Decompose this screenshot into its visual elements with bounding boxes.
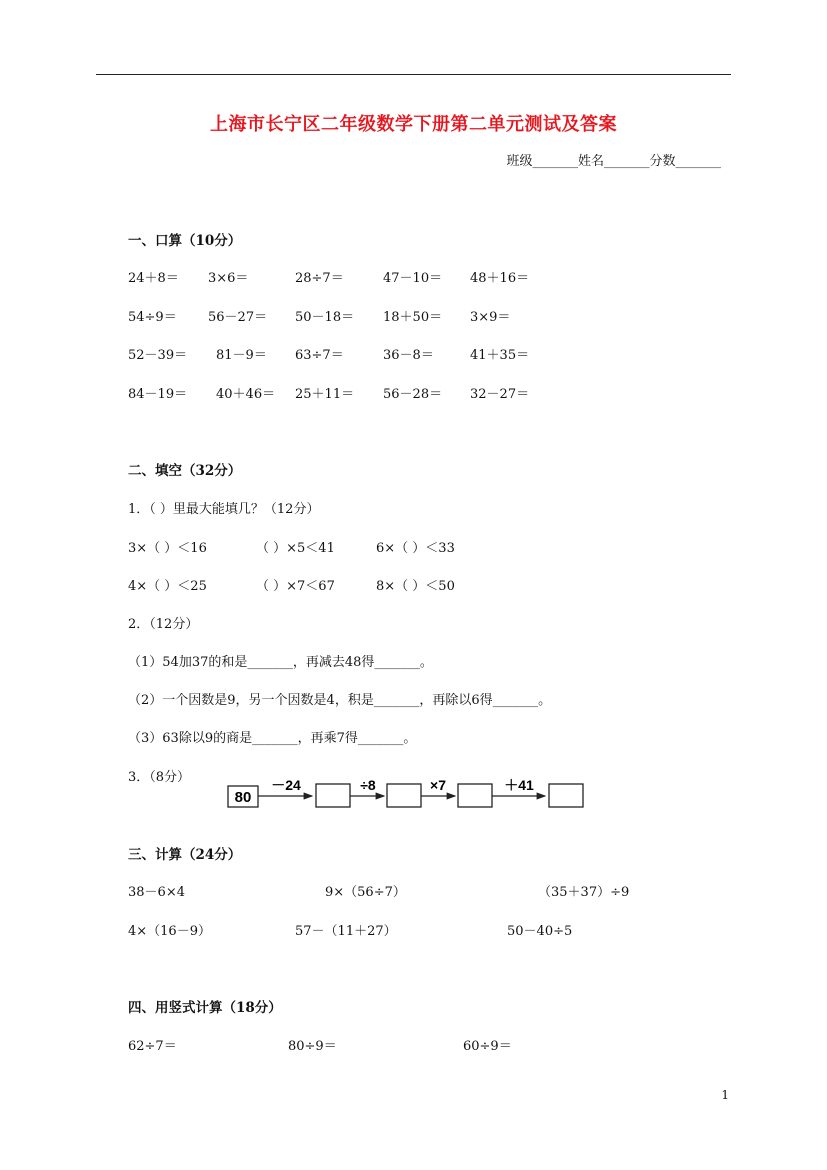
oral-item: 32－27＝ <box>470 387 530 402</box>
calculation-flow-diagram <box>226 770 586 812</box>
calc-item: 57－（11＋27） <box>295 924 397 939</box>
oral-item: 40＋46＝ <box>216 387 276 402</box>
question-3-title: 3．（8分） <box>128 770 191 785</box>
oral-item: 84－19＝ <box>128 387 188 402</box>
fill-blank-item: 3×（ ）＜16 <box>128 541 207 556</box>
vertical-calc-item: 80÷9＝ <box>288 1039 337 1054</box>
oral-item: 36－8＝ <box>383 348 434 363</box>
vertical-calc-item: 60÷9＝ <box>463 1039 512 1054</box>
calc-item: 38－6×4 <box>128 885 185 900</box>
header-rule <box>96 74 731 75</box>
oral-item: 56－28＝ <box>383 387 443 402</box>
fill-blank-item: 4×（ ）＜25 <box>128 579 207 594</box>
fill-blank-item: 8×（ ）＜50 <box>376 579 455 594</box>
oral-item: 3×9＝ <box>470 310 511 325</box>
calc-item: 4×（16－9） <box>128 924 211 939</box>
section-2-heading: 二、填空（32分） <box>128 463 242 479</box>
section-4-heading: 四、用竖式计算（18分） <box>128 1000 282 1016</box>
question-2-title: 2．（12分） <box>128 617 199 632</box>
question-1-title: 1．（ ）里最大能填几？（12分） <box>128 502 320 517</box>
fill-blank-item: （ ）×5＜41 <box>256 541 335 556</box>
oral-item: 56－27＝ <box>208 310 268 325</box>
flow-op-label: －24 <box>271 777 301 793</box>
oral-item: 47－10＝ <box>383 271 443 286</box>
question-2-item: （2）一个因数是9，另一个因数是4，积是_______，再除以6得_______。 <box>128 693 552 708</box>
page-number: 1 <box>721 1088 729 1102</box>
calc-item: 50－40÷5 <box>507 924 573 939</box>
flow-op-label: ÷8 <box>360 777 376 793</box>
flow-op-label: ×7 <box>430 777 446 793</box>
section-3-heading: 三、计算（24分） <box>128 847 242 863</box>
oral-item: 54÷9＝ <box>128 310 177 325</box>
oral-item: 18＋50＝ <box>383 310 443 325</box>
vertical-calc-item: 62÷7＝ <box>128 1039 177 1054</box>
page-title: 上海市长宁区二年级数学下册第二单元测试及答案 <box>210 114 617 135</box>
calc-item: （35＋37）÷9 <box>538 885 630 900</box>
oral-item: 25＋11＝ <box>295 387 355 402</box>
oral-item: 41＋35＝ <box>470 348 530 363</box>
flow-answer-box <box>316 784 350 807</box>
section-1-heading: 一、口算（10分） <box>128 233 242 249</box>
oral-item: 81－9＝ <box>216 348 267 363</box>
fill-blank-item: 6×（ ）＜33 <box>376 541 455 556</box>
flow-answer-box <box>549 784 583 807</box>
flow-answer-box <box>387 784 421 807</box>
oral-item: 52－39＝ <box>128 348 188 363</box>
question-2-item: （3）63除以9的商是_______，再乘7得_______。 <box>128 731 417 746</box>
flow-start-value: 80 <box>234 789 252 806</box>
question-2-item: （1）54加37的和是_______，再减去48得_______。 <box>128 655 433 670</box>
oral-item: 3×6＝ <box>208 271 249 286</box>
calc-item: 9×（56÷7） <box>325 885 406 900</box>
oral-item: 28÷7＝ <box>295 271 344 286</box>
student-info-line: 班级_______姓名_______分数_______ <box>506 154 721 169</box>
flow-op-label: ＋41 <box>504 777 534 793</box>
oral-item: 48＋16＝ <box>470 271 530 286</box>
flow-answer-box <box>458 784 492 807</box>
oral-item: 50－18＝ <box>295 310 355 325</box>
oral-item: 63÷7＝ <box>295 348 344 363</box>
oral-item: 24＋8＝ <box>128 271 179 286</box>
fill-blank-item: （ ）×7＜67 <box>256 579 335 594</box>
